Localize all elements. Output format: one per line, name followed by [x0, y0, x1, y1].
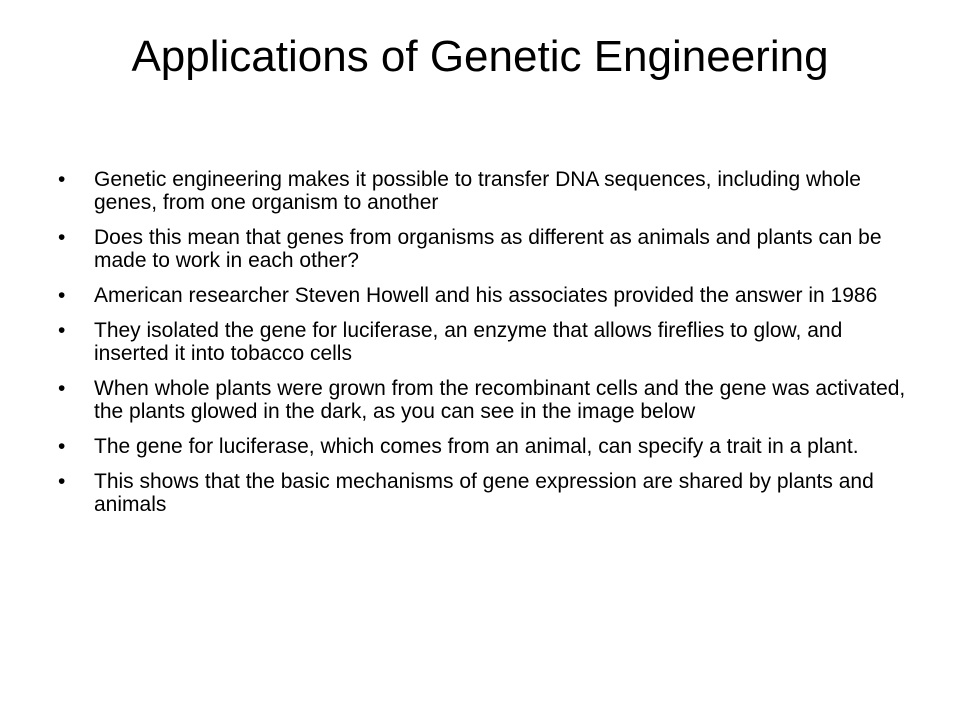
bullet-list	[58, 168, 918, 528]
bullet-text: American researcher Steven Howell and his associates provided the answer in 1986	[94, 284, 878, 307]
bullet-marker: •	[58, 470, 66, 493]
bullet-text: Does this mean that genes from organisms as different as animals and plants can be made to work in each other?	[94, 226, 882, 272]
bullet-item	[58, 435, 918, 458]
bullet-marker: •	[58, 319, 66, 342]
bullet-marker: •	[58, 377, 66, 400]
slide-title: Applications of Genetic Engineering	[131, 32, 829, 81]
bullet-text: Genetic engineering makes it possible to transfer DNA sequences, including whole genes, from one organism to another	[94, 168, 861, 214]
bullet-item	[58, 319, 918, 365]
bullet-item	[58, 226, 918, 272]
bullet-item	[58, 377, 918, 423]
bullet-marker: •	[58, 168, 66, 191]
bullet-marker: •	[58, 284, 66, 307]
bullet-marker: •	[58, 226, 66, 249]
bullet-item	[58, 470, 918, 516]
bullet-text: This shows that the basic mechanisms of gene expression are shared by plants and animals	[94, 470, 874, 516]
bullet-item	[58, 284, 918, 307]
bullet-marker: •	[58, 435, 66, 458]
bullet-item	[58, 168, 918, 214]
bullet-text: When whole plants were grown from the recombinant cells and the gene was activated, the plants glowed in the dark, as you can see in the image below	[94, 377, 906, 423]
bullet-text: They isolated the gene for luciferase, an enzyme that allows fireflies to glow, and inserted it into tobacco cells	[94, 319, 843, 365]
bullet-text: The gene for luciferase, which comes from an animal, can specify a trait in a plant.	[94, 435, 859, 458]
